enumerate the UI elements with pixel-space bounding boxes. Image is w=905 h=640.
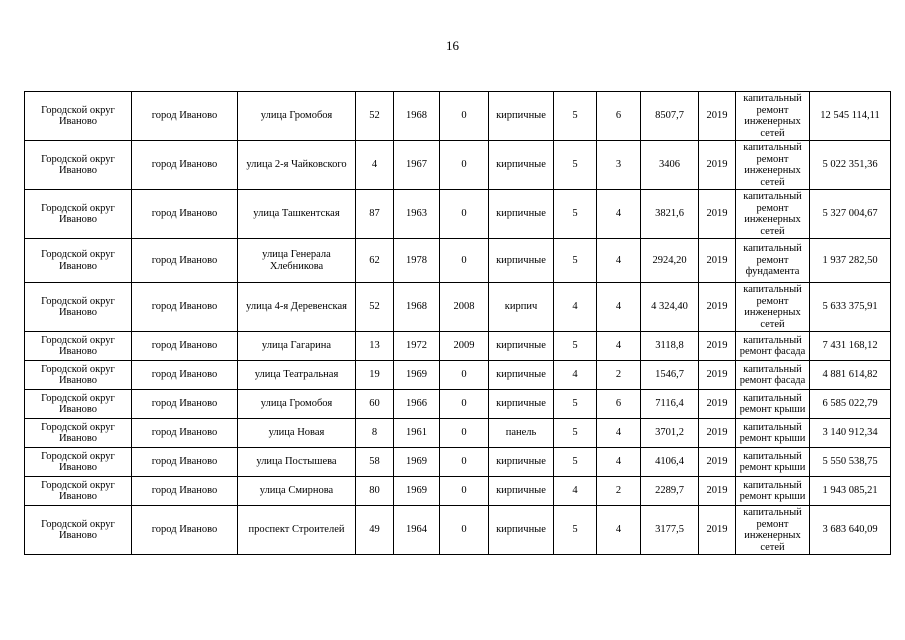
floors-cell: 4 bbox=[554, 361, 597, 390]
municipality-cell: Городской округ Иваново bbox=[25, 190, 132, 239]
area-cell: 2924,20 bbox=[641, 239, 699, 283]
settlement-cell: город Иваново bbox=[132, 332, 238, 361]
municipality-cell: Городской округ Иваново bbox=[25, 390, 132, 419]
area-cell: 3701,2 bbox=[641, 419, 699, 448]
settlement-cell: город Иваново bbox=[132, 477, 238, 506]
year-plan-cell: 2019 bbox=[699, 92, 736, 141]
street-cell: улица 2-я Чайковского bbox=[238, 141, 356, 190]
house-number-cell: 58 bbox=[356, 448, 394, 477]
municipality-cell: Городской округ Иваново bbox=[25, 92, 132, 141]
table-row bbox=[25, 141, 891, 190]
street-cell: улица 4-я Деревенская bbox=[238, 283, 356, 332]
settlement-cell: город Иваново bbox=[132, 419, 238, 448]
street-cell: улица Генерала Хлебникова bbox=[238, 239, 356, 283]
work-type-cell: капитальный ремонт фасада bbox=[736, 332, 810, 361]
settlement-cell: город Иваново bbox=[132, 448, 238, 477]
year-built-cell: 1972 bbox=[394, 332, 440, 361]
settlement-cell: город Иваново bbox=[132, 190, 238, 239]
year-overhaul-cell: 0 bbox=[440, 141, 489, 190]
cost-cell: 4 881 614,82 bbox=[810, 361, 891, 390]
table-row bbox=[25, 506, 891, 555]
entrances-cell: 6 bbox=[597, 92, 641, 141]
table-row bbox=[25, 283, 891, 332]
wall-material-cell: кирпичные bbox=[489, 506, 554, 555]
area-cell: 8507,7 bbox=[641, 92, 699, 141]
area-cell: 2289,7 bbox=[641, 477, 699, 506]
street-cell: улица Новая bbox=[238, 419, 356, 448]
house-number-cell: 49 bbox=[356, 506, 394, 555]
year-built-cell: 1969 bbox=[394, 361, 440, 390]
work-type-cell: капитальный ремонт инженерных сетей bbox=[736, 190, 810, 239]
work-type-cell: капитальный ремонт крыши bbox=[736, 448, 810, 477]
house-number-cell: 62 bbox=[356, 239, 394, 283]
entrances-cell: 4 bbox=[597, 239, 641, 283]
work-type-cell: капитальный ремонт крыши bbox=[736, 390, 810, 419]
year-overhaul-cell: 0 bbox=[440, 448, 489, 477]
cost-cell: 1 937 282,50 bbox=[810, 239, 891, 283]
year-plan-cell: 2019 bbox=[699, 390, 736, 419]
housing-repair-table bbox=[24, 91, 891, 555]
table-row bbox=[25, 190, 891, 239]
wall-material-cell: кирпичные bbox=[489, 361, 554, 390]
settlement-cell: город Иваново bbox=[132, 506, 238, 555]
settlement-cell: город Иваново bbox=[132, 239, 238, 283]
wall-material-cell: кирпичные bbox=[489, 448, 554, 477]
cost-cell: 1 943 085,21 bbox=[810, 477, 891, 506]
table-row bbox=[25, 239, 891, 283]
street-cell: улица Ташкентская bbox=[238, 190, 356, 239]
entrances-cell: 4 bbox=[597, 283, 641, 332]
table-row bbox=[25, 390, 891, 419]
year-built-cell: 1969 bbox=[394, 477, 440, 506]
work-type-cell: капитальный ремонт крыши bbox=[736, 477, 810, 506]
wall-material-cell: кирпичные bbox=[489, 141, 554, 190]
house-number-cell: 19 bbox=[356, 361, 394, 390]
year-built-cell: 1968 bbox=[394, 92, 440, 141]
table-body bbox=[25, 92, 891, 555]
year-overhaul-cell: 0 bbox=[440, 190, 489, 239]
cost-cell: 5 550 538,75 bbox=[810, 448, 891, 477]
floors-cell: 5 bbox=[554, 190, 597, 239]
area-cell: 1546,7 bbox=[641, 361, 699, 390]
settlement-cell: город Иваново bbox=[132, 92, 238, 141]
work-type-cell: капитальный ремонт инженерных сетей bbox=[736, 283, 810, 332]
cost-cell: 3 683 640,09 bbox=[810, 506, 891, 555]
house-number-cell: 13 bbox=[356, 332, 394, 361]
floors-cell: 5 bbox=[554, 448, 597, 477]
year-overhaul-cell: 0 bbox=[440, 506, 489, 555]
municipality-cell: Городской округ Иваново bbox=[25, 141, 132, 190]
street-cell: улица Смирнова bbox=[238, 477, 356, 506]
year-overhaul-cell: 0 bbox=[440, 477, 489, 506]
settlement-cell: город Иваново bbox=[132, 141, 238, 190]
year-plan-cell: 2019 bbox=[699, 419, 736, 448]
cost-cell: 12 545 114,11 bbox=[810, 92, 891, 141]
year-built-cell: 1966 bbox=[394, 390, 440, 419]
floors-cell: 5 bbox=[554, 390, 597, 419]
year-plan-cell: 2019 bbox=[699, 361, 736, 390]
table-row bbox=[25, 92, 891, 141]
year-built-cell: 1964 bbox=[394, 506, 440, 555]
year-built-cell: 1967 bbox=[394, 141, 440, 190]
floors-cell: 4 bbox=[554, 283, 597, 332]
municipality-cell: Городской округ Иваново bbox=[25, 419, 132, 448]
municipality-cell: Городской округ Иваново bbox=[25, 506, 132, 555]
year-overhaul-cell: 0 bbox=[440, 239, 489, 283]
wall-material-cell: кирпичные bbox=[489, 190, 554, 239]
house-number-cell: 52 bbox=[356, 283, 394, 332]
street-cell: улица Громобоя bbox=[238, 92, 356, 141]
work-type-cell: капитальный ремонт инженерных сетей bbox=[736, 141, 810, 190]
area-cell: 3821,6 bbox=[641, 190, 699, 239]
year-overhaul-cell: 2008 bbox=[440, 283, 489, 332]
house-number-cell: 8 bbox=[356, 419, 394, 448]
cost-cell: 5 022 351,36 bbox=[810, 141, 891, 190]
floors-cell: 5 bbox=[554, 506, 597, 555]
wall-material-cell: кирпич bbox=[489, 283, 554, 332]
cost-cell: 6 585 022,79 bbox=[810, 390, 891, 419]
area-cell: 3406 bbox=[641, 141, 699, 190]
municipality-cell: Городской округ Иваново bbox=[25, 283, 132, 332]
work-type-cell: капитальный ремонт крыши bbox=[736, 419, 810, 448]
house-number-cell: 80 bbox=[356, 477, 394, 506]
municipality-cell: Городской округ Иваново bbox=[25, 448, 132, 477]
area-cell: 3177,5 bbox=[641, 506, 699, 555]
year-overhaul-cell: 2009 bbox=[440, 332, 489, 361]
wall-material-cell: кирпичные bbox=[489, 332, 554, 361]
entrances-cell: 4 bbox=[597, 419, 641, 448]
street-cell: улица Гагарина bbox=[238, 332, 356, 361]
floors-cell: 4 bbox=[554, 477, 597, 506]
wall-material-cell: кирпичные bbox=[489, 477, 554, 506]
street-cell: улица Громобоя bbox=[238, 390, 356, 419]
cost-cell: 5 633 375,91 bbox=[810, 283, 891, 332]
year-built-cell: 1961 bbox=[394, 419, 440, 448]
municipality-cell: Городской округ Иваново bbox=[25, 361, 132, 390]
settlement-cell: город Иваново bbox=[132, 361, 238, 390]
year-built-cell: 1978 bbox=[394, 239, 440, 283]
settlement-cell: город Иваново bbox=[132, 390, 238, 419]
year-plan-cell: 2019 bbox=[699, 477, 736, 506]
municipality-cell: Городской округ Иваново bbox=[25, 239, 132, 283]
entrances-cell: 4 bbox=[597, 448, 641, 477]
year-plan-cell: 2019 bbox=[699, 332, 736, 361]
work-type-cell: капитальный ремонт фасада bbox=[736, 361, 810, 390]
cost-cell: 5 327 004,67 bbox=[810, 190, 891, 239]
house-number-cell: 60 bbox=[356, 390, 394, 419]
entrances-cell: 2 bbox=[597, 477, 641, 506]
entrances-cell: 4 bbox=[597, 332, 641, 361]
wall-material-cell: кирпичные bbox=[489, 92, 554, 141]
area-cell: 4106,4 bbox=[641, 448, 699, 477]
year-overhaul-cell: 0 bbox=[440, 419, 489, 448]
street-cell: улица Театральная bbox=[238, 361, 356, 390]
cost-cell: 3 140 912,34 bbox=[810, 419, 891, 448]
area-cell: 3118,8 bbox=[641, 332, 699, 361]
floors-cell: 5 bbox=[554, 239, 597, 283]
wall-material-cell: кирпичные bbox=[489, 390, 554, 419]
municipality-cell: Городской округ Иваново bbox=[25, 477, 132, 506]
settlement-cell: город Иваново bbox=[132, 283, 238, 332]
year-plan-cell: 2019 bbox=[699, 141, 736, 190]
table-row bbox=[25, 361, 891, 390]
wall-material-cell: кирпичные bbox=[489, 239, 554, 283]
table-row bbox=[25, 332, 891, 361]
house-number-cell: 87 bbox=[356, 190, 394, 239]
table-row bbox=[25, 477, 891, 506]
year-plan-cell: 2019 bbox=[699, 283, 736, 332]
entrances-cell: 2 bbox=[597, 361, 641, 390]
page-number: 16 bbox=[446, 38, 459, 53]
wall-material-cell: панель bbox=[489, 419, 554, 448]
street-cell: проспект Строителей bbox=[238, 506, 356, 555]
entrances-cell: 6 bbox=[597, 390, 641, 419]
cost-cell: 7 431 168,12 bbox=[810, 332, 891, 361]
floors-cell: 5 bbox=[554, 92, 597, 141]
year-plan-cell: 2019 bbox=[699, 239, 736, 283]
year-built-cell: 1969 bbox=[394, 448, 440, 477]
entrances-cell: 4 bbox=[597, 506, 641, 555]
work-type-cell: капитальный ремонт инженерных сетей bbox=[736, 92, 810, 141]
municipality-cell: Городской округ Иваново bbox=[25, 332, 132, 361]
year-overhaul-cell: 0 bbox=[440, 361, 489, 390]
area-cell: 4 324,40 bbox=[641, 283, 699, 332]
year-plan-cell: 2019 bbox=[699, 190, 736, 239]
area-cell: 7116,4 bbox=[641, 390, 699, 419]
year-built-cell: 1968 bbox=[394, 283, 440, 332]
house-number-cell: 52 bbox=[356, 92, 394, 141]
floors-cell: 5 bbox=[554, 419, 597, 448]
year-overhaul-cell: 0 bbox=[440, 92, 489, 141]
entrances-cell: 4 bbox=[597, 190, 641, 239]
year-built-cell: 1963 bbox=[394, 190, 440, 239]
year-plan-cell: 2019 bbox=[699, 448, 736, 477]
entrances-cell: 3 bbox=[597, 141, 641, 190]
floors-cell: 5 bbox=[554, 141, 597, 190]
floors-cell: 5 bbox=[554, 332, 597, 361]
work-type-cell: капитальный ремонт фундамента bbox=[736, 239, 810, 283]
work-type-cell: капитальный ремонт инженерных сетей bbox=[736, 506, 810, 555]
year-overhaul-cell: 0 bbox=[440, 390, 489, 419]
street-cell: улица Постышева bbox=[238, 448, 356, 477]
house-number-cell: 4 bbox=[356, 141, 394, 190]
year-plan-cell: 2019 bbox=[699, 506, 736, 555]
table-row bbox=[25, 419, 891, 448]
table-row bbox=[25, 448, 891, 477]
